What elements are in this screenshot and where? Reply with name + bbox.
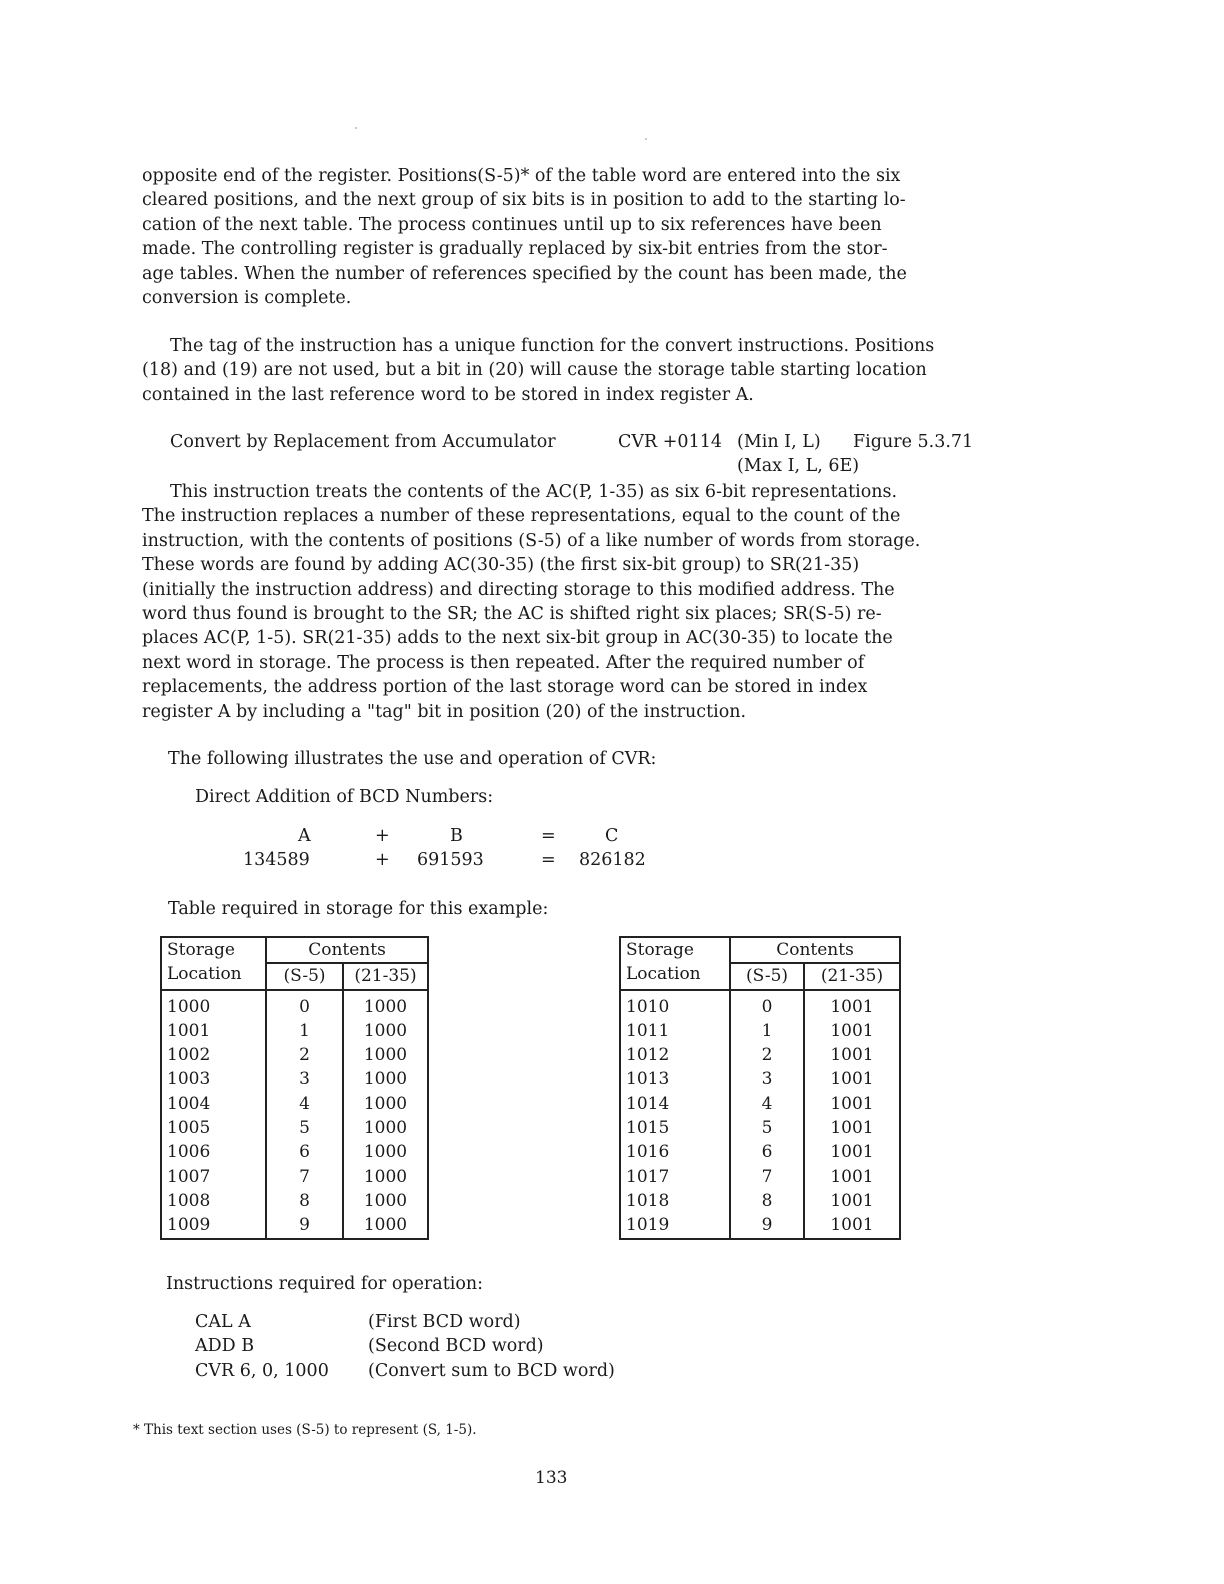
storage-location-cell: 1009: [161, 1213, 266, 1238]
bits-21-35-cell: 1001: [804, 1165, 900, 1189]
text-line: The tag of the instruction has a unique function for the convert instructions. Positions: [170, 336, 935, 356]
table-row: [620, 995, 900, 1019]
s5-cell: 0: [730, 995, 804, 1019]
s5-cell: 8: [730, 1189, 804, 1213]
instruction-comment: (Convert sum to BCD word): [368, 1361, 615, 1381]
text-line: conversion is complete.: [142, 288, 352, 309]
text-line: replacements, the address portion of the last storage word can be stored in index: [142, 677, 868, 698]
plus-sign: +: [375, 850, 390, 870]
bits-21-35-cell: 1001: [804, 995, 900, 1019]
s5-cell: 8: [266, 1189, 343, 1213]
text-line: These words are found by adding AC(30-35) (the first six-bit group) to SR(21-35): [142, 555, 860, 576]
storage-location-cell: 1001: [161, 1019, 266, 1043]
contents-header: Contents: [730, 937, 900, 963]
scan-speck: [355, 127, 357, 129]
page-number: 133: [535, 1468, 568, 1488]
equals-sign: =: [541, 850, 556, 870]
header-location-text: Location: [167, 964, 242, 985]
text-line: The instruction replaces a number of these representations, equal to the count of the: [142, 506, 901, 527]
s5-cell: 4: [730, 1092, 804, 1116]
storage-location-cell: 1006: [161, 1140, 266, 1164]
text-line: made. The controlling register is gradually replaced by six-bit entries from the stor-: [142, 239, 888, 260]
bits-21-35-cell: 1000: [343, 1165, 428, 1189]
storage-location-cell: 1004: [161, 1092, 266, 1116]
s5-cell: 4: [266, 1092, 343, 1116]
instruction-flags-min: (Min I, L): [737, 432, 821, 452]
paragraph-register-continuation: [142, 164, 992, 310]
s5-cell: 9: [730, 1213, 804, 1238]
text-line: word thus found is brought to the SR; the AC is shifted right six places; SR(S-5) re-: [142, 604, 882, 625]
equation-value-a: 134589: [243, 850, 310, 870]
bits-21-35-cell: 1000: [343, 1189, 428, 1213]
bits-21-35-cell: 1001: [804, 1019, 900, 1043]
bits-21-35-cell: 1001: [804, 1092, 900, 1116]
bits-21-35-header: (21-35): [343, 963, 428, 989]
bits-21-35-cell: 1000: [343, 1019, 428, 1043]
instruction-code: CVR 6, 0, 1000: [195, 1361, 329, 1381]
equals-sign: =: [541, 826, 556, 846]
storage-location-cell: 1011: [620, 1019, 730, 1043]
paragraph-tag-function: [142, 334, 992, 407]
bits-21-35-header: (21-35): [804, 963, 900, 989]
storage-location-cell: 1017: [620, 1165, 730, 1189]
header-storage-text: Storage: [167, 940, 235, 960]
bits-21-35-cell: 1001: [804, 1043, 900, 1067]
bits-21-35-cell: 1000: [343, 1092, 428, 1116]
bits-21-35-cell: 1001: [804, 1067, 900, 1091]
table-row: [620, 1019, 900, 1043]
equation-label-b: B: [450, 826, 463, 846]
table-row: [161, 1116, 428, 1140]
text-line: cation of the next table. The process continues until up to six references have been: [142, 214, 882, 235]
table-row: [161, 1067, 428, 1091]
s5-cell: 1: [730, 1019, 804, 1043]
s5-cell: 3: [266, 1067, 343, 1091]
scan-speck: [645, 138, 647, 140]
storage-location-cell: 1003: [161, 1067, 266, 1091]
instruction-code: CAL A: [195, 1312, 251, 1332]
instruction-comment: (First BCD word): [368, 1312, 521, 1332]
s5-cell: 0: [266, 995, 343, 1019]
bits-21-35-cell: 1001: [804, 1189, 900, 1213]
table-row: [620, 1116, 900, 1140]
storage-location-cell: 1013: [620, 1067, 730, 1091]
text-line: (initially the instruction address) and directing storage to this modified address. The: [142, 579, 895, 600]
instruction-comment: (Second BCD word): [368, 1336, 544, 1356]
storage-location-cell: 1018: [620, 1189, 730, 1213]
table-row: [161, 1043, 428, 1067]
text-line: age tables. When the number of references specified by the count has been made, the: [142, 263, 907, 284]
table-row: [161, 1189, 428, 1213]
text-line: next word in storage. The process is then repeated. After the required number of: [142, 652, 865, 673]
s5-cell: 7: [730, 1165, 804, 1189]
plus-sign: +: [375, 826, 390, 846]
bits-21-35-cell: 1001: [804, 1140, 900, 1164]
s5-cell: 5: [266, 1116, 343, 1140]
table-row: [161, 1092, 428, 1116]
table-row: [620, 1140, 900, 1164]
table-row: [620, 1189, 900, 1213]
s5-header: (S-5): [266, 963, 343, 989]
s5-cell: 2: [266, 1043, 343, 1067]
equation-label-c: C: [605, 826, 619, 846]
storage-location-cell: 1016: [620, 1140, 730, 1164]
equation-value-b: 691593: [417, 850, 484, 870]
header-storage-text: Storage: [626, 940, 694, 960]
direct-addition-heading: Direct Addition of BCD Numbers:: [195, 787, 494, 807]
storage-location-cell: 1014: [620, 1092, 730, 1116]
s5-cell: 9: [266, 1213, 343, 1238]
s5-cell: 7: [266, 1165, 343, 1189]
table-row: [620, 1213, 900, 1238]
storage-location-cell: 1005: [161, 1116, 266, 1140]
storage-location-cell: 1000: [161, 995, 266, 1019]
storage-location-cell: 1008: [161, 1189, 266, 1213]
text-line: instruction, with the contents of positions (S-5) of a like number of words from storage.: [142, 530, 921, 551]
bits-21-35-cell: 1000: [343, 1140, 428, 1164]
bits-21-35-cell: 1001: [804, 1116, 900, 1140]
storage-location-cell: 1015: [620, 1116, 730, 1140]
s5-cell: 3: [730, 1067, 804, 1091]
equation-label-a: A: [298, 826, 311, 846]
bits-21-35-cell: 1000: [343, 995, 428, 1019]
bits-21-35-cell: 1000: [343, 1116, 428, 1140]
storage-location-cell: 1012: [620, 1043, 730, 1067]
table-row: [620, 1043, 900, 1067]
storage-location-header: [161, 937, 266, 990]
contents-header: Contents: [266, 937, 428, 963]
bits-21-35-cell: 1000: [343, 1043, 428, 1067]
storage-table-left: [160, 936, 429, 1240]
table-row: [161, 1140, 428, 1164]
s5-cell: 5: [730, 1116, 804, 1140]
table-row: [161, 1165, 428, 1189]
illustration-intro: The following illustrates the use and operation of CVR:: [168, 749, 657, 769]
s5-cell: 6: [266, 1140, 343, 1164]
storage-location-header: [620, 937, 730, 990]
footnote: * This text section uses (S-5) to represent (S, 1-5).: [133, 1422, 477, 1438]
text-line: places AC(P, 1-5). SR(21-35) adds to the next six-bit group in AC(30-35) to locate the: [142, 628, 893, 649]
paragraph-cvr-description: [142, 480, 992, 724]
s5-cell: 1: [266, 1019, 343, 1043]
table-row: [161, 1213, 428, 1238]
instructions-heading: Instructions required for operation:: [166, 1274, 484, 1294]
instruction-title: Convert by Replacement from Accumulator: [170, 432, 556, 452]
storage-location-cell: 1019: [620, 1213, 730, 1238]
bits-21-35-cell: 1001: [804, 1213, 900, 1238]
storage-location-cell: 1002: [161, 1043, 266, 1067]
instruction-code: ADD B: [195, 1336, 255, 1356]
table-row: [161, 1019, 428, 1043]
bits-21-35-cell: 1000: [343, 1213, 428, 1238]
table-row: [161, 995, 428, 1019]
table-intro: Table required in storage for this example:: [168, 899, 549, 919]
figure-reference: Figure 5.3.71: [853, 432, 974, 452]
instruction-opcode: CVR +0114: [618, 432, 722, 452]
s5-cell: 2: [730, 1043, 804, 1067]
storage-location-cell: 1007: [161, 1165, 266, 1189]
s5-cell: 6: [730, 1140, 804, 1164]
storage-table-right: [619, 936, 901, 1240]
table-row: [620, 1165, 900, 1189]
table-row: [620, 1067, 900, 1091]
text-line: (18) and (19) are not used, but a bit in (20) will cause the storage table starting location: [142, 360, 927, 381]
bits-21-35-cell: 1000: [343, 1067, 428, 1091]
text-line: contained in the last reference word to be stored in index register A.: [142, 384, 754, 405]
text-line: This instruction treats the contents of the AC(P, 1-35) as six 6-bit representations.: [170, 482, 898, 502]
text-line: cleared positions, and the next group of six bits is in position to add to the starting lo-: [142, 190, 906, 211]
text-line: register A by including a "tag" bit in position (20) of the instruction.: [142, 701, 747, 722]
header-location-text: Location: [626, 964, 701, 985]
equation-value-c: 826182: [579, 850, 646, 870]
text-line: opposite end of the register. Positions(S-5)* of the table word are entered into the six: [142, 166, 901, 186]
instruction-flags-max: (Max I, L, 6E): [737, 456, 860, 476]
table-row: [620, 1092, 900, 1116]
s5-header: (S-5): [730, 963, 804, 989]
storage-location-cell: 1010: [620, 995, 730, 1019]
